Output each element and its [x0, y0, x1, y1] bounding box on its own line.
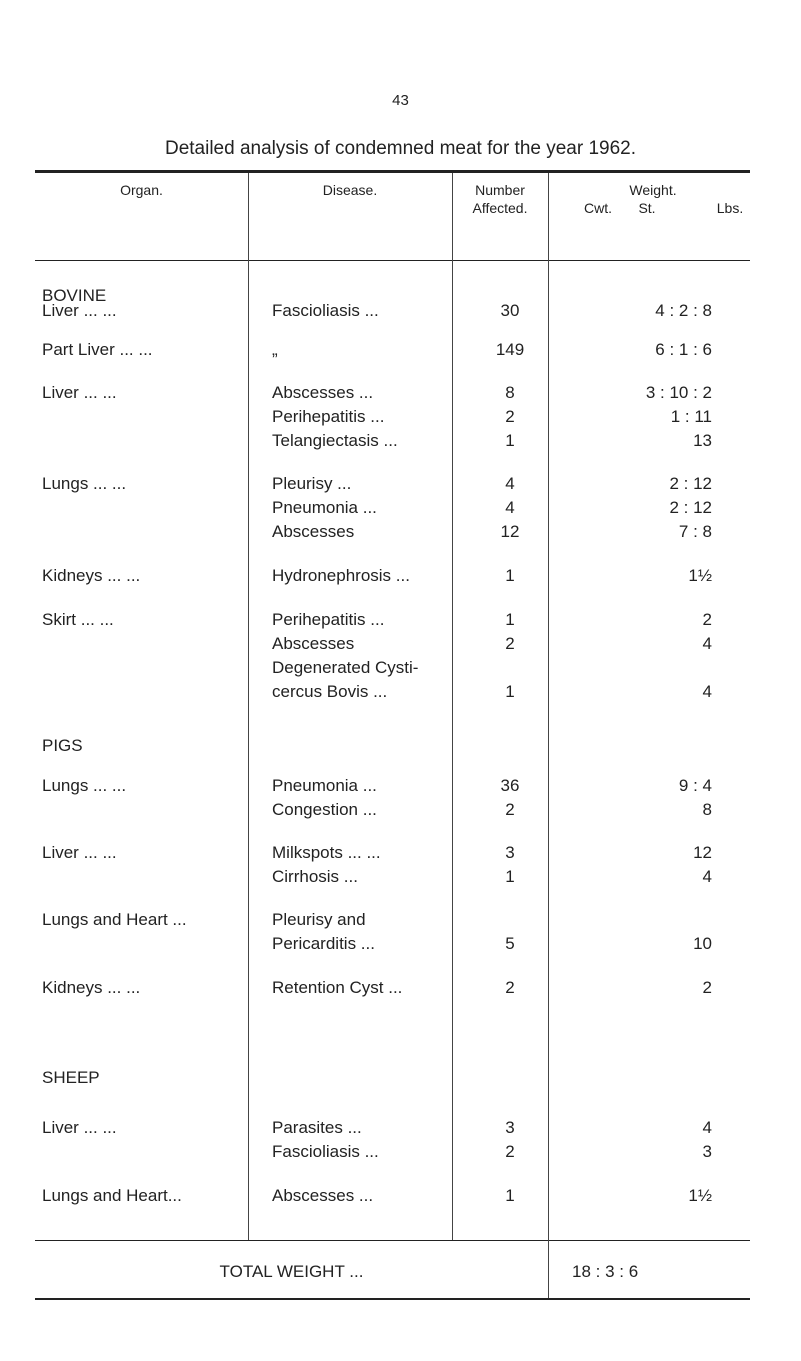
row-disease: Fascioliasis ...	[272, 1142, 379, 1161]
row-disease: Pneumonia ...	[272, 776, 377, 795]
group-heading-bovine: BOVINE	[42, 286, 107, 305]
row-weight: 1½	[688, 1186, 712, 1205]
row-organ: Lungs ... ...	[42, 474, 127, 493]
row-weight: 4 : 2 : 8	[655, 301, 712, 320]
column-divider	[248, 173, 249, 1240]
row-weight: 6 : 1 : 6	[655, 340, 712, 359]
row-number: 1	[505, 431, 515, 450]
row-organ: Liver ... ...	[42, 383, 117, 402]
row-disease: Cirrhosis ...	[272, 867, 358, 886]
row-disease: „	[272, 340, 278, 359]
row-disease: Abscesses	[272, 634, 355, 653]
total-rule	[35, 1240, 750, 1241]
row-organ: Kidneys ... ...	[42, 566, 141, 585]
row-weight: 1½	[688, 566, 712, 585]
row-weight: 4	[702, 867, 712, 886]
header-rule	[35, 260, 750, 261]
row-weight: 4	[702, 682, 712, 701]
row-number: 1	[505, 566, 515, 585]
row-weight: 10	[693, 934, 712, 953]
header-organ: Organ.	[120, 182, 163, 198]
row-disease: Abscesses ...	[272, 1186, 374, 1205]
row-weight: 12	[693, 843, 712, 862]
row-weight: 1 : 11	[670, 407, 712, 426]
row-number: 2	[505, 634, 515, 653]
row-disease: Abscesses	[272, 522, 355, 541]
total-label: TOTAL WEIGHT ...	[219, 1262, 364, 1281]
row-disease: cercus Bovis ...	[272, 682, 388, 701]
row-disease: Degenerated Cysti-	[272, 658, 419, 677]
row-organ: Skirt ... ...	[42, 610, 114, 629]
row-organ: Lungs and Heart...	[42, 1186, 182, 1205]
row-weight: 2 : 12	[669, 474, 712, 493]
row-weight: 4	[702, 634, 712, 653]
row-number: 2	[505, 407, 515, 426]
row-number: 12	[500, 522, 520, 541]
row-weight: 2	[702, 978, 712, 997]
group-heading-sheep: SHEEP	[42, 1068, 100, 1087]
row-number: 30	[500, 301, 520, 320]
row-disease: Pleurisy ...	[272, 474, 352, 493]
row-disease: Telangiectasis ...	[272, 431, 398, 450]
row-disease: Abscesses ...	[272, 383, 374, 402]
row-disease: Perihepatitis ...	[272, 610, 385, 629]
header-number-line1: Number	[475, 182, 525, 198]
row-number: 1	[505, 1186, 515, 1205]
header-number-line2: Affected.	[472, 200, 528, 216]
header-disease: Disease.	[322, 182, 378, 198]
row-disease: Parasites ...	[272, 1118, 362, 1137]
row-organ: Lungs ... ...	[42, 776, 127, 795]
row-disease: Congestion ...	[272, 800, 377, 819]
row-organ: Liver ... ...	[42, 301, 117, 320]
header-weight: Weight.	[629, 182, 677, 198]
row-disease: Hydronephrosis ...	[272, 566, 410, 585]
row-organ: Part Liver ... ...	[42, 340, 153, 359]
row-weight: 9 : 4	[678, 776, 712, 795]
row-number: 5	[505, 934, 515, 953]
column-divider	[452, 173, 453, 1240]
row-number: 1	[505, 867, 515, 886]
row-disease: Pneumonia ...	[272, 498, 377, 517]
row-number: 2	[505, 1142, 515, 1161]
row-number: 3	[505, 843, 515, 862]
row-weight: 4	[702, 1118, 712, 1137]
row-number: 2	[505, 978, 515, 997]
row-weight: 13	[693, 431, 712, 450]
header-lbs: Lbs.	[716, 200, 744, 216]
top-rule	[35, 170, 750, 173]
row-weight: 3	[702, 1142, 712, 1161]
total-value: 18 : 3 : 6	[572, 1262, 639, 1281]
row-disease: Perihepatitis ...	[272, 407, 385, 426]
row-number: 2	[505, 800, 515, 819]
row-disease: Retention Cyst ...	[272, 978, 403, 997]
row-weight: 8	[702, 800, 712, 819]
row-weight: 2 : 12	[669, 498, 712, 517]
page-title: Detailed analysis of condemned meat for the year 1962.	[164, 138, 637, 159]
row-disease: Pleurisy and	[272, 910, 366, 929]
row-organ: Kidneys ... ...	[42, 978, 141, 997]
row-disease: Fascioliasis ...	[272, 301, 379, 320]
bottom-rule	[35, 1298, 750, 1300]
header-cwt: Cwt.	[584, 200, 612, 216]
row-number: 4	[505, 498, 515, 517]
header-st: St.	[638, 200, 656, 216]
row-number: 1	[505, 682, 515, 701]
row-weight: 3 : 10 : 2	[645, 383, 712, 402]
row-organ: Lungs and Heart ...	[42, 910, 187, 929]
row-disease: Pericarditis ...	[272, 934, 375, 953]
row-number: 3	[505, 1118, 515, 1137]
row-number: 149	[495, 340, 525, 359]
row-organ: Liver ... ...	[42, 843, 117, 862]
row-number: 36	[500, 776, 520, 795]
row-weight: 2	[702, 610, 712, 629]
row-number: 4	[505, 474, 515, 493]
page-number: 43	[392, 92, 409, 109]
group-heading-pigs: PIGS	[42, 736, 83, 755]
row-weight: 7 : 8	[678, 522, 712, 541]
row-disease: Milkspots ... ...	[272, 843, 381, 862]
row-number: 1	[505, 610, 515, 629]
row-number: 8	[505, 383, 515, 402]
row-organ: Liver ... ...	[42, 1118, 117, 1137]
